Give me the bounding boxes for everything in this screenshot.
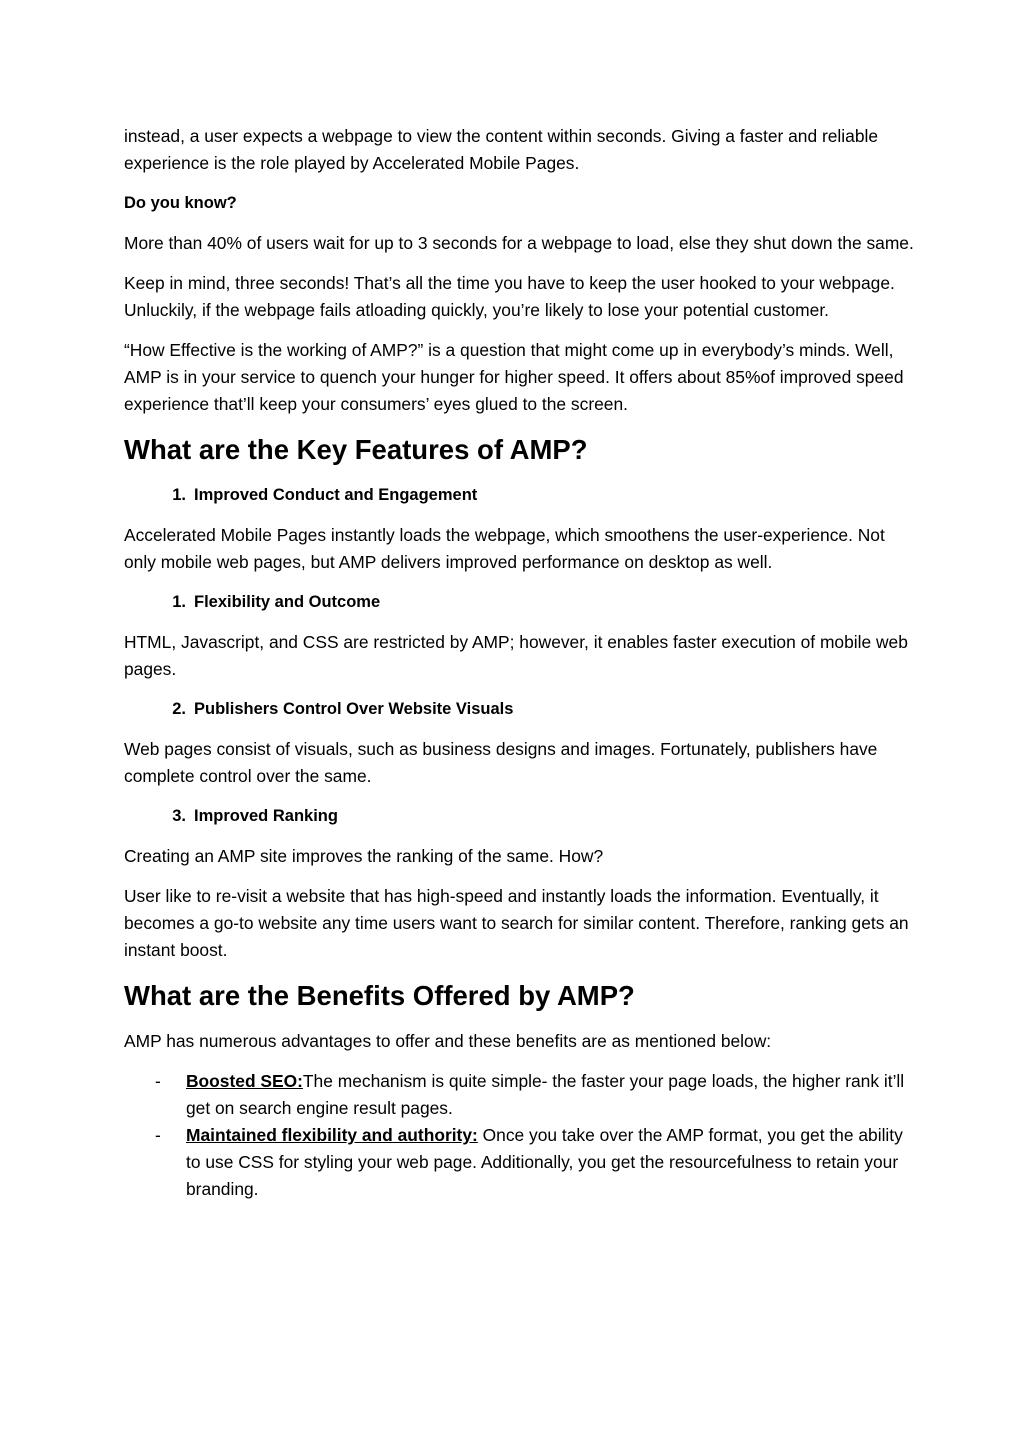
benefits-intro: AMP has numerous advantages to offer and these benefits are as mentioned below: xyxy=(124,1031,772,1051)
intro-paragraph: instead, a user expects a webpage to view the content within seconds. Giving a faster and reliable experience is the role played by Accelerated Mobile Pages. xyxy=(124,126,879,173)
feature-body: Creating an AMP site improves the ranking of the same. How? xyxy=(124,846,604,866)
feature-title: Publishers Control Over Website Visuals xyxy=(194,700,514,718)
feature-body: Accelerated Mobile Pages instantly loads the webpage, which smoothens the user-experience. Not only mobile web pages, but AMP delivers improved performance on desktop as well. xyxy=(124,525,885,572)
list-item xyxy=(124,1122,914,1203)
feature-item-title xyxy=(124,482,914,509)
feature-item-title xyxy=(124,696,914,723)
benefit-label: Maintained flexibility and authority: xyxy=(186,1125,478,1145)
feature-number: 3. xyxy=(172,807,186,825)
features-heading: What are the Key Features of AMP? xyxy=(124,434,588,465)
feature-number: 1. xyxy=(172,593,186,611)
benefit-text: The mechanism is quite simple- the faster your page loads, the higher rank it’ll get on search engine result pages. xyxy=(186,1071,905,1118)
feature-title: Improved Conduct and Engagement xyxy=(194,486,478,504)
list-item-body xyxy=(186,1122,914,1203)
feature-body: HTML, Javascript, and CSS are restricted by AMP; however, it enables faster execution of mobile web pages. xyxy=(124,632,908,679)
list-item-body xyxy=(186,1068,914,1122)
feature-body-continued: User like to re-visit a website that has high-speed and instantly loads the information. Eventually, it becomes a go-to website any time users want to search for similar content. Therefore, ranking gets an instant boost. xyxy=(124,886,909,960)
benefit-text: Once you take over the AMP format, you get the ability to use CSS for styling your web page. Additionally, you get the resourcefulness to retain your branding. xyxy=(186,1125,903,1199)
list-dash: - xyxy=(155,1125,161,1145)
feature-title: Improved Ranking xyxy=(194,807,338,825)
feature-number: 1. xyxy=(172,486,186,504)
document-page xyxy=(124,123,914,1203)
benefits-heading: What are the Benefits Offered by AMP? xyxy=(124,980,635,1011)
feature-title: Flexibility and Outcome xyxy=(194,593,381,611)
feature-item-title xyxy=(124,803,914,830)
effectiveness-paragraph: “How Effective is the working of AMP?” is a question that might come up in everybody’s minds. Well, AMP is in your service to quench your hunger for higher speed. It offers about 85%of improved speed experience that’ll keep your consumers’ eyes glued to the screen. xyxy=(124,340,904,414)
feature-item-title xyxy=(124,589,914,616)
benefits-list xyxy=(124,1068,914,1203)
benefit-label: Boosted SEO: xyxy=(186,1071,303,1091)
do-you-know-label: Do you know? xyxy=(124,194,237,212)
feature-number: 2. xyxy=(172,700,186,718)
feature-body: Web pages consist of visuals, such as business designs and images. Fortunately, publishers have complete control over the same. xyxy=(124,739,878,786)
list-dash: - xyxy=(155,1071,161,1091)
three-seconds-paragraph: Keep in mind, three seconds! That’s all the time you have to keep the user hooked to your webpage. Unluckily, if the webpage fails atloading quickly, you’re likely to lose your potential customer. xyxy=(124,273,895,320)
stat-paragraph: More than 40% of users wait for up to 3 seconds for a webpage to load, else they shut down the same. xyxy=(124,233,914,253)
list-item xyxy=(124,1068,914,1122)
